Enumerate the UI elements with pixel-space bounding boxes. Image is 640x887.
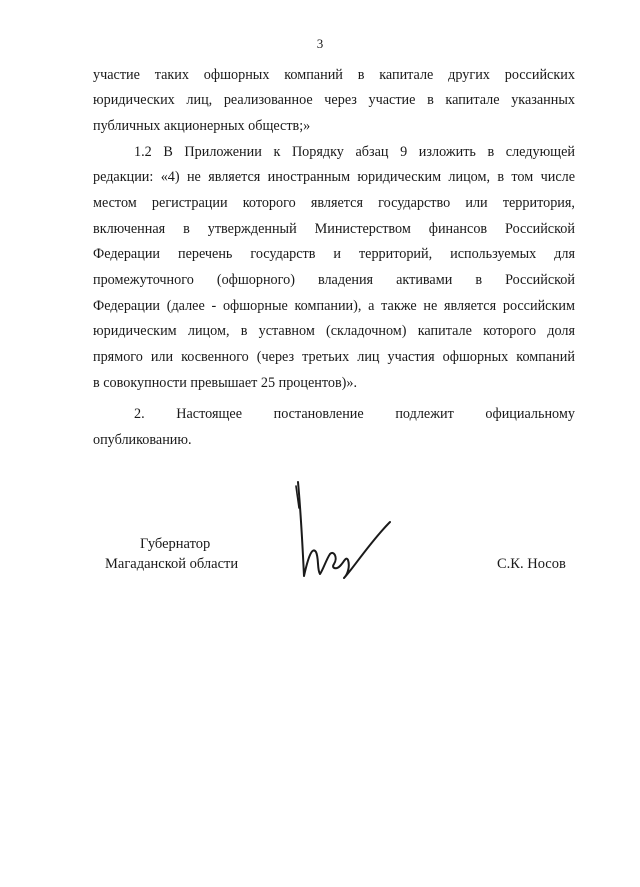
word: в <box>497 169 505 185</box>
word: используемых <box>450 246 537 262</box>
word: является <box>310 195 363 211</box>
text-line: опубликованию. <box>93 432 192 448</box>
word: компаний <box>516 349 575 365</box>
text-line <box>93 168 575 186</box>
word: компаний <box>284 67 343 83</box>
word: активами <box>396 272 453 288</box>
word: в <box>487 144 495 160</box>
text-line <box>93 348 575 366</box>
word: таких <box>154 67 189 83</box>
signatory-name: С.К. Носов <box>497 556 566 572</box>
word: Российской <box>505 221 575 237</box>
word: а <box>368 298 375 314</box>
word: не <box>186 169 201 185</box>
word: прямого <box>93 349 143 365</box>
word: которого <box>242 195 296 211</box>
word: участия <box>387 349 435 365</box>
word: и <box>333 246 341 262</box>
word: косвенного <box>181 349 249 365</box>
word: подлежит <box>395 406 454 422</box>
word: Приложении <box>184 144 262 160</box>
text-line <box>93 322 575 340</box>
word: абзац <box>355 144 389 160</box>
word: капитале <box>379 67 434 83</box>
word: юридическим <box>93 323 177 339</box>
word: лиц, <box>186 92 213 108</box>
word: 2. <box>134 406 145 422</box>
word: территорий, <box>358 246 433 262</box>
word: которого <box>483 323 537 339</box>
text-line <box>134 143 575 161</box>
page-number: 3 <box>316 36 324 51</box>
text-line <box>134 405 575 423</box>
word: в <box>240 323 248 339</box>
text-line <box>93 245 575 263</box>
word: следующей <box>505 144 575 160</box>
text-line: в совокупности превышает 25 процентов)». <box>93 375 358 391</box>
word: Порядку <box>291 144 344 160</box>
word: не <box>423 298 438 314</box>
word: В <box>163 144 173 160</box>
word: юридических <box>93 92 175 108</box>
word: том <box>511 169 534 185</box>
word: перечень <box>177 246 233 262</box>
word: Настоящее <box>176 406 242 422</box>
word: в <box>427 92 434 108</box>
word: лицом, <box>448 169 491 185</box>
word: других <box>448 67 490 83</box>
text-line <box>93 194 575 212</box>
word: третьих <box>302 349 350 365</box>
signatory-position-line2: Магаданской области <box>105 556 239 572</box>
word: капитале <box>417 323 472 339</box>
word: (складочном) <box>326 323 407 339</box>
word: реализованное <box>223 92 313 108</box>
word: офшорных <box>203 67 270 83</box>
word: в <box>475 272 483 288</box>
word: российским <box>502 298 575 314</box>
word: изложить <box>418 144 476 160</box>
word: промежуточного <box>93 272 194 288</box>
word: к <box>273 144 281 160</box>
word: финансов <box>428 221 488 237</box>
word: офшорные <box>222 298 288 314</box>
word: участие <box>93 67 140 83</box>
word: российских <box>504 67 575 83</box>
word: доля <box>547 323 575 339</box>
word: территория, <box>502 195 575 211</box>
word: (через <box>256 349 295 365</box>
word: местом <box>93 195 137 211</box>
word: регистрации <box>151 195 228 211</box>
word: или <box>150 349 174 365</box>
word: лицом, <box>187 323 230 339</box>
text-line: публичных акционерных обществ;» <box>93 118 311 134</box>
word: юридическим <box>357 169 442 185</box>
word: - <box>211 298 217 314</box>
word: компании), <box>294 298 362 314</box>
word: утвержденный <box>207 221 297 237</box>
word: числе <box>540 169 575 185</box>
word: Министерством <box>314 221 411 237</box>
word: 9 <box>400 144 408 160</box>
word: уставном <box>258 323 315 339</box>
word: капитале <box>445 92 500 108</box>
word: (офшорного) <box>216 272 295 288</box>
word: через <box>324 92 357 108</box>
word: иностранным <box>267 169 351 185</box>
text-line <box>93 220 575 238</box>
handwritten-signature <box>286 474 396 584</box>
word: Российской <box>505 272 575 288</box>
word: Федерации <box>93 298 161 314</box>
word: постановление <box>273 406 364 422</box>
word: (далее <box>166 298 205 314</box>
word: включенная <box>93 221 166 237</box>
text-line <box>93 66 575 84</box>
word: участие <box>368 92 416 108</box>
word: для <box>554 246 575 262</box>
word: является <box>208 169 261 185</box>
word: владения <box>317 272 374 288</box>
word: лиц <box>357 349 380 365</box>
word: редакции: <box>93 169 154 185</box>
text-line <box>93 297 575 315</box>
word: государств <box>250 246 316 262</box>
word: является <box>443 298 497 314</box>
word: или <box>465 195 488 211</box>
word: в <box>357 67 365 83</box>
word: государство <box>378 195 451 211</box>
word: 1.2 <box>134 144 152 160</box>
text-line <box>93 271 575 289</box>
signatory-position-line1: Губернатор <box>140 536 211 552</box>
word: Федерации <box>93 246 161 262</box>
word: официальному <box>485 406 575 422</box>
word: в <box>183 221 190 237</box>
word: «4) <box>160 169 180 185</box>
word: офшорных <box>442 349 509 365</box>
word: также <box>381 298 417 314</box>
word: указанных <box>511 92 575 108</box>
text-line <box>93 91 575 109</box>
